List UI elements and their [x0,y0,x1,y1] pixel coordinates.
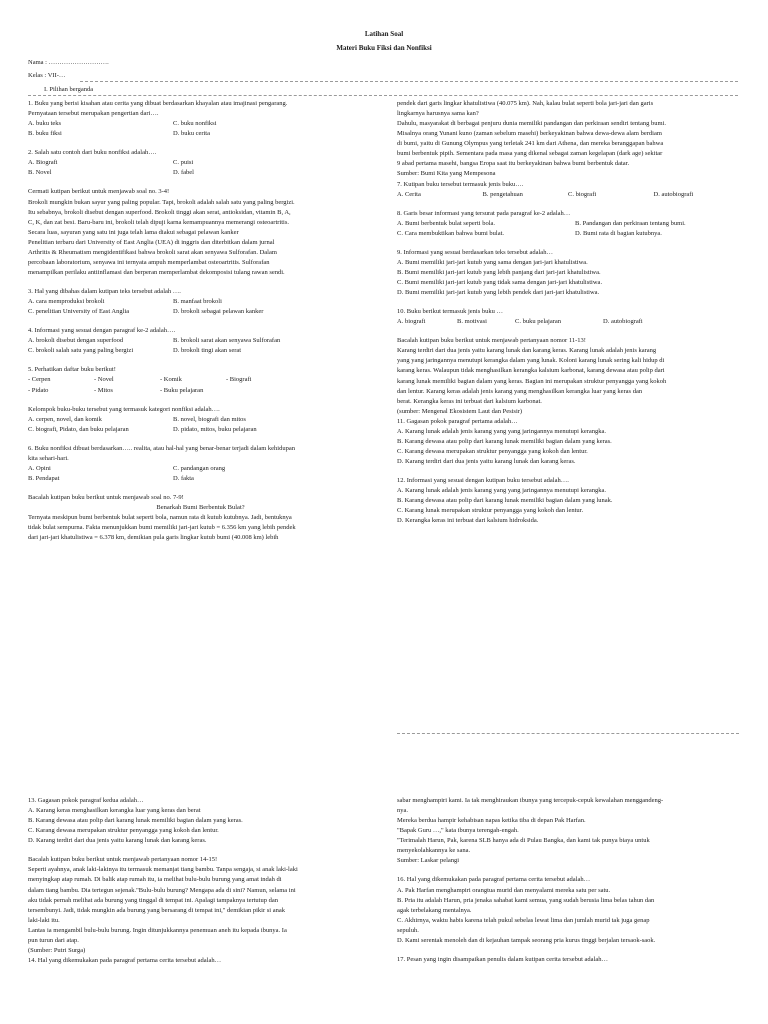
text-line: D. Kami serentak menoleh dan di kejauhan tampak seorang pria kurus tinggi berjalan tersaok-saok. [397,936,656,944]
option-row [28,168,373,178]
right-column-bottom [397,796,739,965]
spacer [28,178,373,187]
answer-option: A. Biografi [28,159,58,167]
answer-option: D. fabel [173,169,194,177]
answer-option: C. biografi [568,190,597,198]
text-line: Ternyata meskipun bumi berbentuk bulat seperti bola, namun rata di kutub kutubnya. Jadi, bentuknya [28,514,292,522]
text-line: A. Karang lunak adalah jenis karang yang yang jaringannya menutupi kerangka. [397,487,607,495]
text-line: bumi berbentuk pipih. Sementara pada masa yang dikenal sebagai zaman kegelapan (dark age) sekitar [397,150,663,158]
text-line: dan lentur. Karang keras adalah jenis karang yang menghasilkan kerangka luar yang keras dan [397,387,643,395]
text-line: menyekolahkannya ke sana. [397,847,471,855]
text-line: sabar menghampiri kami. Ia tak menghiraukan ibunya yang tercepuk-cepuk kewalahan menggandeng- [397,797,664,804]
text-line: 10. Buku berikut termasuk jenis buku … [397,308,503,316]
reading-passage [28,513,373,543]
answer-option: D. brokoli tingi akan serat [173,347,242,355]
text-line: 4. Informasi yang sesuai dengan paragraf ke-2 adalah…. [28,327,176,335]
text-line: C. Bumi memiliki jari-jari kutub yang tidak sama dengan jari-jari khatulistiwa. [397,279,603,286]
text-line: Itu sebabnya, brokoli disebut dengan superfood. Brokoli tinggi akan serat, antioksidan, vitamin B, A, [28,208,291,216]
text-line: nya. [397,807,409,815]
question-block [28,796,373,966]
text-line: B. Karang dewasa atau polip dari karang lunak memiliki bagian dalam yang lunak. [397,497,613,505]
text-line: C. Karang dewasa merupakan struktur penyangga yang kokoh dan lentur. [397,447,588,455]
answer-option: C. brokoli salah satu yang paling bergizi [28,347,134,355]
text-line: Penelitian terbaru dari University of East Anglia (UEA) di inggris dan diterbitkan dalam jurnal [28,238,275,246]
spacer [397,239,739,248]
reading-title: Benarkah Bumi Berbentuk Bulat? [156,504,245,512]
text-line: karang keras. Walaupun tidak menghasilkan kerangka kalsium karbonat, karang dewasa atau polip dari [397,367,665,375]
answer-option: B. pengetahuan [482,190,523,198]
option-row [397,190,739,200]
question-block [28,396,373,504]
option-row [28,119,373,129]
text-line: Lantas ia mengambil bulu-bulu burung. Ingin ditunjukkannya penemuan aneh itu kepada ibunya. Ia [28,926,287,934]
spacer [28,435,373,444]
text-line: dalam tiang bambu. Dia tertegun sejenak."Bulu-bulu burung? Mengapa ada di sini? Namun, selama ini [28,886,296,894]
text-line: Cermati kutipan berikut untuk menjawab soal no. 3-4! [28,188,170,196]
text-line: B. Karang dewasa atau polip dari karang lunak memiliki bagian dalam yang keras. [28,817,243,825]
text-line: pendek dari garis lingkar khatulistiwa (40.075 km). Nah, kalau bulat seperti bola jari-jari dan garis [397,100,654,107]
option-row [28,415,373,425]
list-item: - Cerpen [28,376,51,384]
option-row [28,346,373,356]
text-line: Bacalah kutipan buku berikut untuk menjawab pertanyaan nomor 14-15! [28,856,218,864]
answer-option: C. penelitian University of East Anglia [28,308,130,316]
divider [80,81,738,82]
text-line: (sumber: Mengenal Ekosistem Laut dan Pesisir) [397,407,523,415]
text-line: karang lunak memiliki bagian dalam yang keras. Bagian ini merupakan struktur penyangga yang kokoh [397,377,667,385]
text-line: "Bapak Guru …," kata ibunya terengah-engah. [397,827,519,835]
text-line: A. Pak Harfan menghampiri orangtua murid dan menyalami mereka satu per satu. [397,886,611,894]
name-field: Nama : ………………………. [28,59,109,66]
answer-option: B. Pendapat [28,474,60,482]
text-line: percobaan laboratorium, senyawa ini ternyata ampuh memperlambat osteoartritis. Sulforafan [28,258,270,266]
answer-option: D. buku cerita [173,130,211,138]
divider [397,733,739,734]
spacer [397,298,739,307]
list-item: - Biografi [226,376,252,384]
text-line: dari jari-jari khatulistiwa = 6.378 km, demikian pula garis lingkar kutub bumi (40.008 km) lebih [28,534,279,542]
answer-option: A. cerpen, novel, dan komik [28,415,102,423]
list-item: - Pidato [28,386,49,394]
answer-option: A. Bumi berbentuk bulat seperti bola. [397,219,496,227]
spacer [397,467,739,476]
spacer [28,139,373,148]
text-line: Kelompok buku-buku tersebut yang termasuk kategori nonfiksi adalah…. [28,405,220,413]
question-block [397,99,739,526]
text-line: D. Bumi memiliki jari-jari kutub yang lebih pendek dari jari-jari khatulistiwa. [397,289,600,297]
answer-option: A. cara memproduksi brokoli [28,298,105,306]
answer-option: C. buku nonfiksi [173,120,217,128]
text-line: Arthritis & Rheumatism mengidentifikasi bahwa brokoli sarat akan senyawa Sulforafan. Dalam [28,248,277,256]
left-column-bottom [28,796,373,966]
text-line: B. Pria itu adalah Harun, pria jenaka sahabat kami semua, yang sudah berusia lima belas tahun dan [397,896,655,904]
answer-option: A. Opini [28,464,51,472]
text-line: Pernyataan tersebut merupakan pengertian dari…. [28,110,159,118]
section-heading: I. Pilihan berganda [44,86,94,93]
book-list-row [28,386,373,396]
spacer [397,866,739,875]
worksheet-title: Latihan Soal [364,30,404,38]
text-line: 9. Informasi yang sesuai berdasarkan teks tersebut adalah… [397,248,553,256]
spacer [397,327,739,336]
option-row [397,229,739,239]
text-line: Brokoli mungkin bukan sayur yang paling popular. Tapi, brokoli adalah salah satu yang paling bergizi. [28,198,295,206]
divider [28,95,738,96]
text-line: 2. Salah satu contoh dari buku nonfiksi adalah…. [28,149,157,157]
spacer [28,317,373,326]
answer-option: C. Cara membuktikan bahwa bumi bulat. [397,229,505,237]
text-line: 8. Garis besar informasi yang tersurat pada paragraf ke-2 adalah… [397,209,571,217]
spacer [28,356,373,365]
text-line: kita sehari-hari. [28,454,69,462]
text-line: 9 abad pertama masehi, bangsa Eropa saat itu berkeyakinan bahwa bumi berbentuk datar. [397,160,630,168]
worksheet-subtitle: Materi Buku Fiksi dan Nonfiksi [336,44,432,52]
list-item: - Buku pelajaran [160,386,204,394]
answer-option: D. brokoli sebagai pelawan kanker [173,308,264,316]
text-line: Bacalah kutipan buku berikut untuk menjawab soal no. 7-9! [28,494,184,501]
option-row [28,474,373,484]
text-line: 16. Hal yang dikemukakan pada paragraf pertama cerita tersebut adalah… [397,876,591,884]
answer-option: A. Cerita [397,190,421,198]
answer-option: C. biografi, Pidato, dan buku pelajaran [28,425,129,433]
text-line: C, K, dan zat besi. Baru-baru ini, brokoli telah dipuji karna kemampuannya memerangi osteoartritis. [28,218,290,226]
answer-option: B. Novel [28,169,52,177]
book-list-row [28,375,373,385]
text-line: A. Karang lunak adalah jenis karang yang yang jaringannya menutupi kerangka. [397,427,607,435]
answer-option: A. buku teks [28,120,62,128]
text-line: B. Karang dewasa atau polip dari karang lunak memiliki bagian dalam yang keras. [397,437,612,445]
option-row [28,158,373,168]
list-item: - Komik [160,376,182,384]
answer-option: B. brokoli sarat akan senyawa Sulforafan [173,337,281,345]
text-line: laki-laki itu. [28,916,60,924]
text-line: aku tidak pernah melihat ada burung yang tinggal di tempat ini. Apalagi tampaknya tertutup dan [28,896,278,904]
question-block [397,796,739,965]
answer-option: D. autobiografi [653,190,694,198]
spacer [397,946,739,955]
list-item: - Mitos [94,386,113,394]
text-line: 11. Gagasan pokok paragraf pertama adalah… [397,417,518,425]
answer-option: D. pidato, mitos, buku pelajaran [173,425,257,433]
text-line: 13. Gagasan pokok paragraf kedua adalah… [28,797,144,804]
text-line: 6. Buku nonfiksi dibuat berdasarkan….. realita, atau hal-hal yang benar-benar terjadi dalam kehidupan [28,444,295,452]
text-line: C. Akhirnya, waktu habis karena telah pukul sebelas lewat lima dan jumlah murid tak juga genap [397,916,650,924]
text-line: A. Bumi memiliki jari-jari kutub yang sama dengan jari-jari khatulistiwa. [397,258,588,266]
text-line: agak terbelakang mentalnya. [397,906,472,914]
option-row [28,129,373,139]
text-line: sepuluh. [397,926,419,934]
text-line: berat. Kerangka keras ini terbuat dari kalsium karbonat. [397,397,542,405]
option-row [28,336,373,346]
text-line: yang yang jaringannya menutupi kerangka dalam yang lunak. Koloni karang lunak sering kali hidup di [397,357,665,365]
answer-option: D. autobiografi [603,318,643,326]
right-column-continued [397,327,739,526]
text-line: 14. Hal yang dikemukakan pada paragraf pertama cerita tersebut adalah… [28,956,222,964]
text-line: Seperti ayahnya, anak laki-lakinya itu termasuk memanjat tiang bambu. Tanpa sengaja, si anak laki-laki [28,866,298,874]
spacer [28,396,373,405]
text-line: menampilkan perilaku antiinflamasi dan berperan memperlambat dekomposisi tulang rawan sendi. [28,268,285,276]
text-line: 7. Kutipan buku tersebut termasuk jenis buku…. [397,180,524,188]
text-line: (Sumber: Putri Surga) [28,946,86,954]
answer-option: B. novel, biografi dan mitos [173,415,246,423]
spacer [397,200,739,209]
text-line: lingkarnya harusnya sama kan? [397,110,479,118]
text-line: C. Karang lunak merupakan struktur penyangga yang kokoh dan lentur. [397,507,584,515]
answer-option: B. buku fiksi [28,130,62,138]
answer-option: C. pandangan orang [173,464,226,472]
text-line: B. Bumi memiliki jari-jari kutub yang lebih panjang dari jari-jari khatulistiwa. [397,268,601,276]
answer-option: D. fakta [173,474,194,482]
question-block [28,99,373,375]
text-line: 17. Pesan yang ingin disampaikan penulis dalam kutipan cerita tersebut adalah… [397,955,609,963]
option-row [28,425,373,435]
option-row [28,464,373,474]
text-line: D. Kerangka keras ini terbuat dari kalsium hidroksida. [397,517,539,525]
option-row [397,219,739,229]
text-line: pun turun dari atap. [28,936,79,944]
answer-option: B. Pandangan dan perkiraan tentang bumi. [575,219,686,227]
text-line: C. Karang dewasa merupakan struktur penyangga yang kokoh dan lentur. [28,827,219,835]
text-line: D. Karang terdiri dari dua jenis yaitu karang lunak dan karang keras. [397,458,576,465]
text-line: tidak bulat sempurna. Fakta menunjukkan bumi memiliki jari-jari kutub = 6.356 km yang lebih pendek [28,524,296,532]
answer-option: B. motivasi [457,318,487,326]
answer-option: C. buku pelajaran [515,318,562,326]
spacer [28,484,373,493]
text-line: Sumber: Bumi Kita yang Mempesona [397,170,496,178]
text-line: Dahulu, masyarakat di berbagai penjuru dunia memiliki pandangan dan perkiraan sendiri tentang bumi. [397,120,666,128]
text-line: 12. Informasi yang sesuai dengan kutipan buku tersebut adalah…. [397,477,569,485]
list-item [226,386,292,396]
right-column-top [397,99,739,526]
text-line: 3. Hal yang dibahas dalam kutipan teks tersebut adalah …. [28,288,181,295]
text-line: menyingkap atap rumah. Di balik atap rumah itu, ia melihat bulu-bulu burung yang amat indah di [28,876,282,884]
answer-option: C. puisi [173,159,194,167]
spacer [28,846,373,855]
list-item: - Novel [94,376,114,384]
text-line: 1. Buku yang berisi kisahan atau cerita yang dibuat berdasarkan khayalan atau imajinasi pengarang. [28,100,288,107]
text-line: Mereka berdua hampir kehabisan napas ketika tiba di depan Pak Harfan. [397,817,586,825]
option-row [28,297,373,307]
option-row [397,317,739,327]
spacer [28,278,373,287]
answer-option: B. manfaat brokoli [173,298,222,306]
answer-option: D. Bumi rata di bagian kutubnya. [575,229,662,237]
text-line: "Terimalah Harun, Pak, karena SLB hanya ada di Pulau Bangka, dan kami tak punya biaya untuk [397,837,650,845]
answer-option: A. biografi [397,318,426,326]
text-line: Sumber: Laskar pelangi [397,857,460,865]
text-line: 5. Perhatikan daftar buku berikut! [28,366,116,374]
option-row [28,307,373,317]
answer-option: A. brokoli disebut dengan superfood [28,337,124,345]
left-column-top [28,99,373,543]
text-line: Secara luas, sayuran yang satu ini juga telah lama diakui sebagai pelawan kanker [28,228,239,236]
text-line: tersembunyi. Jadi, tidak mungkin ada burung yang bersarang di tempat ini," demikian pikir si anak [28,906,285,914]
text-line: Karang terdiri dari dua jenis yaitu karang lunak dan karang keras. Karang lunak adalah jenis karang [397,347,657,355]
class-field: Kelas : VII-… [28,72,66,79]
text-line: Misalnya orang Yunani kuno (zaman sebelum masehi) berkeyakinan bahwa dewa-dewa alam berdiam [397,130,662,138]
text-line: D. Karang terdiri dari dua jenis yaitu karang lunak dan karang keras. [28,837,207,845]
text-line: A. Karang keras menghasilkan kerangka luar yang keras dan berat [28,807,201,815]
text-line: di bumi, yaitu di Gunung Olympus yang terletak 241 km dari Athena, dan mereka beranggapan bahwa [397,140,664,148]
text-line: Bacalah kutipan buku berikut untuk menjawab pertanyaan nomor 11-13! [397,337,586,345]
